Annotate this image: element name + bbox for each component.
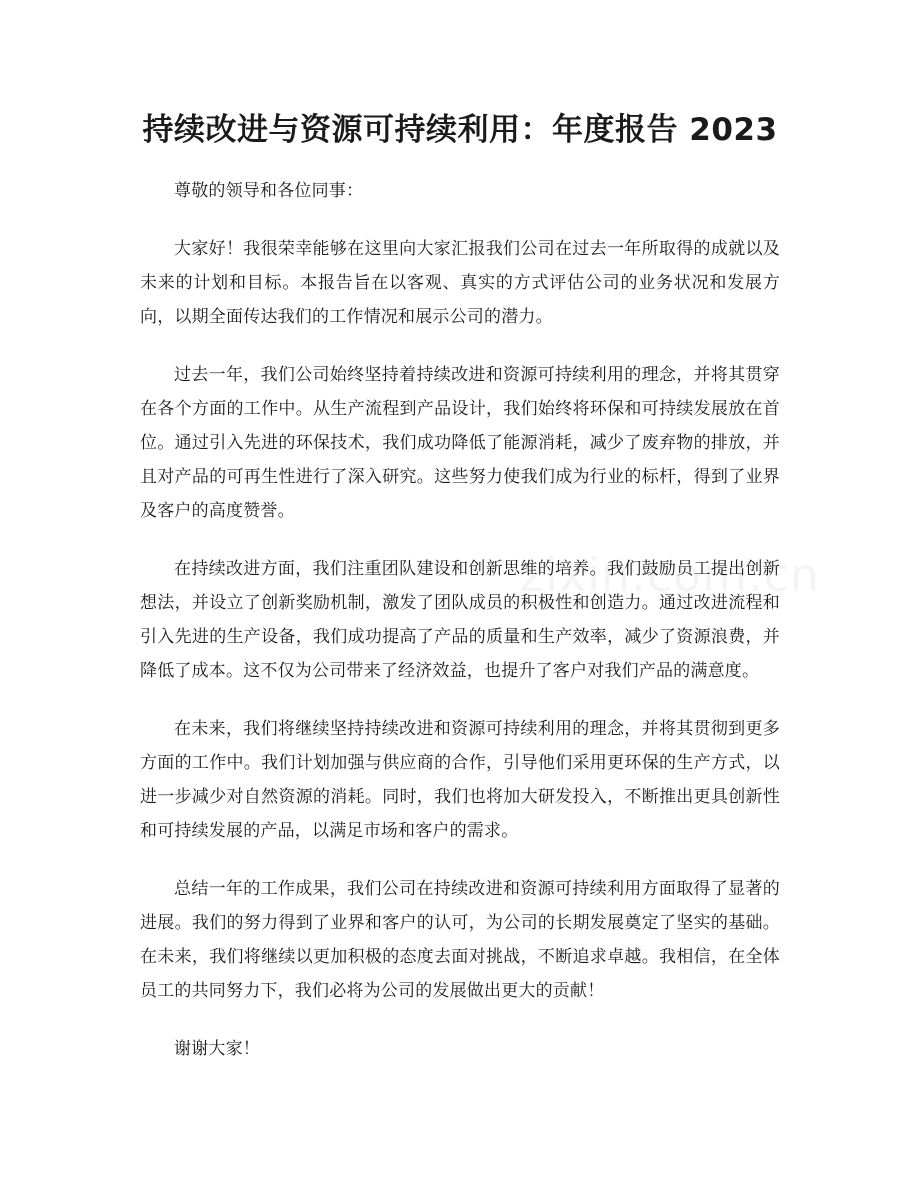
paragraph-summary: 总结一年的工作成果，我们公司在持续改进和资源可持续利用方面取得了显著的进展。我们的努力得到了业界和客户的认可，为公司的长期发展奠定了坚实的基础。在未来，我们将继续以更加积极的态度去面对挑战，不断追求卓越。我相信，在全体员工的共同努力下，我们必将为公司的发展做出更大的贡献！ (140, 879, 780, 1001)
paragraph-future: 在未来，我们将继续坚持持续改进和资源可持续利用的理念，并将其贯彻到更多方面的工作中。我们计划加强与供应商的合作，引导他们采用更环保的生产方式，以进一步减少对自然资源的消耗。同时，我们也将加大研发投入，不断推出更具创新性和可持续发展的产品，以满足市场和客户的需求。 (140, 719, 780, 841)
document-title: 持续改进与资源可持续利用：年度报告 2023 (142, 112, 778, 148)
paragraph-continuous-improvement: 在持续改进方面，我们注重团队建设和创新思维的培养。我们鼓励员工提出创新想法，并设立了创新奖励机制，激发了团队成员的积极性和创造力。通过改进流程和引入先进的生产设备，我们成功提高了产品的质量和生产效率，减少了资源浪费，并降低了成本。这不仅为公司带来了经济效益，也提升了客户对我们产品的满意度。 (140, 559, 780, 681)
closing: 谢谢大家！ (174, 1039, 260, 1059)
paragraph-past-year: 过去一年，我们公司始终坚持着持续改进和资源可持续利用的理念，并将其贯穿在各个方面的工作中。从生产流程到产品设计，我们始终将环保和可持续发展放在首位。通过引入先进的环保技术，我们成功降低了能源消耗，减少了废弃物的排放，并且对产品的可再生性进行了深入研究。这些努力使我们成为行业的标杆，得到了业界及客户的高度赞誉。 (140, 365, 780, 521)
paragraph-intro: 大家好！我很荣幸能够在这里向大家汇报我们公司在过去一年所取得的成就以及未来的计划和目标。本报告旨在以客观、真实的方式评估公司的业务状况和发展方向，以期全面传达我们的工作情况和展示公司的潜力。 (140, 239, 780, 327)
salutation: 尊敬的领导和各位同事： (174, 181, 364, 201)
